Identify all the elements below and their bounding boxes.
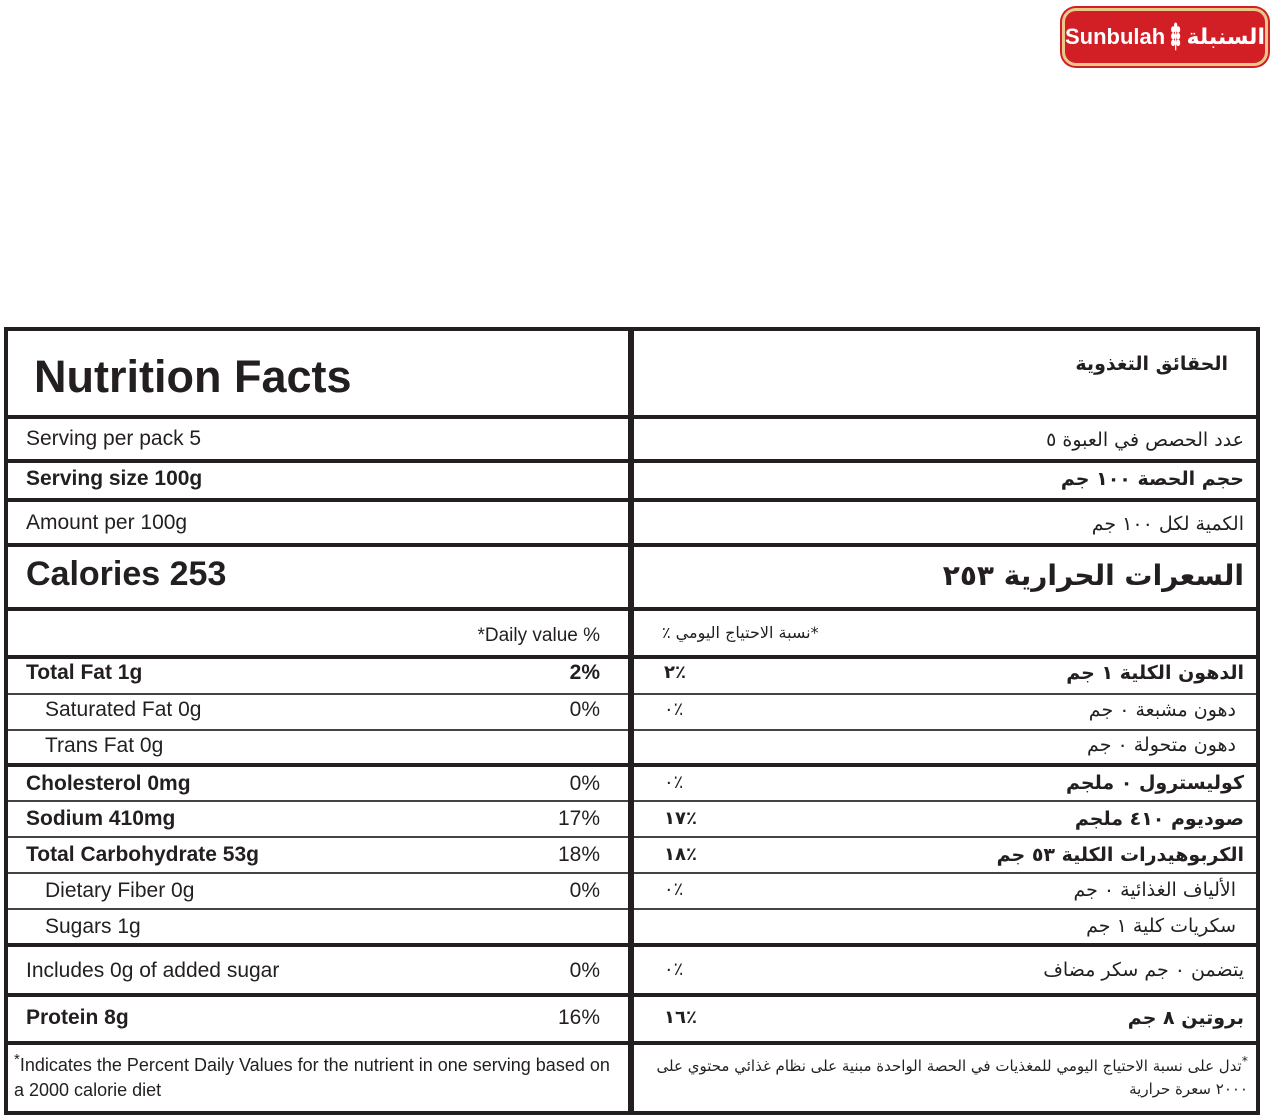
footnote-ar bbox=[642, 1049, 1248, 1101]
nutrient-pct: ٪٠ bbox=[664, 772, 684, 793]
nutrient-label: الألياف الغذائية ٠ جم bbox=[1073, 879, 1236, 901]
brand-name-en: Sunbulah bbox=[1065, 24, 1166, 49]
footnote-mark: * bbox=[1241, 1053, 1248, 1068]
wheat-icon bbox=[1169, 19, 1182, 55]
nutrient-label: Trans Fat 0g bbox=[45, 734, 164, 757]
nutrient-label: سكريات كلية ١ جم bbox=[1086, 915, 1236, 937]
calories-en: Calories 253 bbox=[26, 555, 227, 593]
nutrition-panel-ar bbox=[630, 327, 1260, 1115]
title-ar: الحقائق التغذوية bbox=[1075, 353, 1228, 375]
nutrient-label: الدهون الكلية ١ جم bbox=[1066, 662, 1244, 684]
nutrient-label: Cholesterol 0mg bbox=[26, 772, 191, 795]
nutrient-label: صوديوم ٤١٠ ملجم bbox=[1074, 808, 1244, 830]
nutrient-pct: 0% bbox=[569, 959, 600, 982]
nutrient-pct: ٪٠ bbox=[664, 879, 684, 900]
footnote-text: Indicates the Percent Daily Values for the nutrient in one serving based on a 2000 calorie diet bbox=[14, 1055, 610, 1100]
nutrient-label: Includes 0g of added sugar bbox=[26, 959, 280, 982]
nutrient-pct: ٪٢ bbox=[664, 662, 686, 683]
dv-header-ar: *نسبة الاحتياج اليومي ٪ bbox=[662, 623, 819, 642]
title-en: Nutrition Facts bbox=[34, 351, 352, 402]
footnote-text: تدل على نسبة الاحتياج اليومي للمغذيات في الحصة الواحدة مبنية على نظام غذائي محتوي على ٢٠٠٠ سعرة حرارية bbox=[656, 1057, 1248, 1098]
nutrient-label: يتضمن ٠ جم سكر مضاف bbox=[1043, 959, 1244, 981]
nutrient-label: دهون مشبعة ٠ جم bbox=[1088, 699, 1236, 721]
serving-per-pack-ar: عدد الحصص في العبوة ٥ bbox=[1046, 429, 1244, 451]
amount-per-ar: الكمية لكل ١٠٠ جم bbox=[1091, 513, 1244, 535]
nutrient-pct: 17% bbox=[557, 807, 600, 830]
nutrient-pct: 0% bbox=[569, 879, 600, 902]
nutrient-label: دهون متحولة ٠ جم bbox=[1087, 734, 1236, 756]
brand-logo bbox=[1062, 8, 1268, 66]
nutrient-pct: ٪١٧ bbox=[664, 808, 697, 829]
nutrient-label: Protein 8g bbox=[26, 1006, 129, 1029]
footnote-en bbox=[14, 1047, 622, 1103]
nutrient-label: Total Fat 1g bbox=[26, 661, 143, 684]
nutrient-pct: 16% bbox=[557, 1006, 600, 1029]
nutrient-pct: 0% bbox=[569, 772, 600, 795]
footnote-mark: * bbox=[14, 1051, 20, 1068]
brand-name-ar: السنبلة bbox=[1186, 24, 1265, 50]
nutrient-pct: ٪١٨ bbox=[664, 844, 697, 865]
nutrient-label: الكربوهيدرات الكلية ٥٣ جم bbox=[996, 844, 1244, 866]
nutrition-panel-en bbox=[4, 327, 632, 1115]
nutrient-pct: ٪٠ bbox=[664, 959, 684, 980]
nutrient-pct: 0% bbox=[569, 698, 600, 721]
nutrient-label: Saturated Fat 0g bbox=[45, 698, 202, 721]
dv-header-en: *Daily value % bbox=[477, 625, 600, 646]
serving-size-en: Serving size 100g bbox=[26, 467, 203, 490]
nutrient-label: Sugars 1g bbox=[45, 915, 141, 938]
nutrient-label: كوليسترول ٠ ملجم bbox=[1065, 772, 1244, 794]
nutrient-pct: 2% bbox=[569, 661, 600, 684]
nutrient-label: بروتين ٨ جم bbox=[1127, 1007, 1244, 1029]
nutrient-label: Total Carbohydrate 53g bbox=[26, 843, 259, 866]
amount-per-en: Amount per 100g bbox=[26, 511, 188, 534]
nutrient-pct: ٪١٦ bbox=[664, 1007, 697, 1028]
nutrient-pct: ٪٠ bbox=[664, 699, 684, 720]
calories-ar: السعرات الحرارية ٢٥٣ bbox=[942, 559, 1244, 592]
nutrient-label: Sodium 410mg bbox=[26, 807, 176, 830]
serving-size-ar: حجم الحصة ١٠٠ جم bbox=[1060, 468, 1244, 490]
serving-per-pack-en: Serving per pack 5 bbox=[26, 427, 202, 450]
nutrient-pct: 18% bbox=[557, 843, 600, 866]
nutrient-label: Dietary Fiber 0g bbox=[45, 879, 195, 902]
